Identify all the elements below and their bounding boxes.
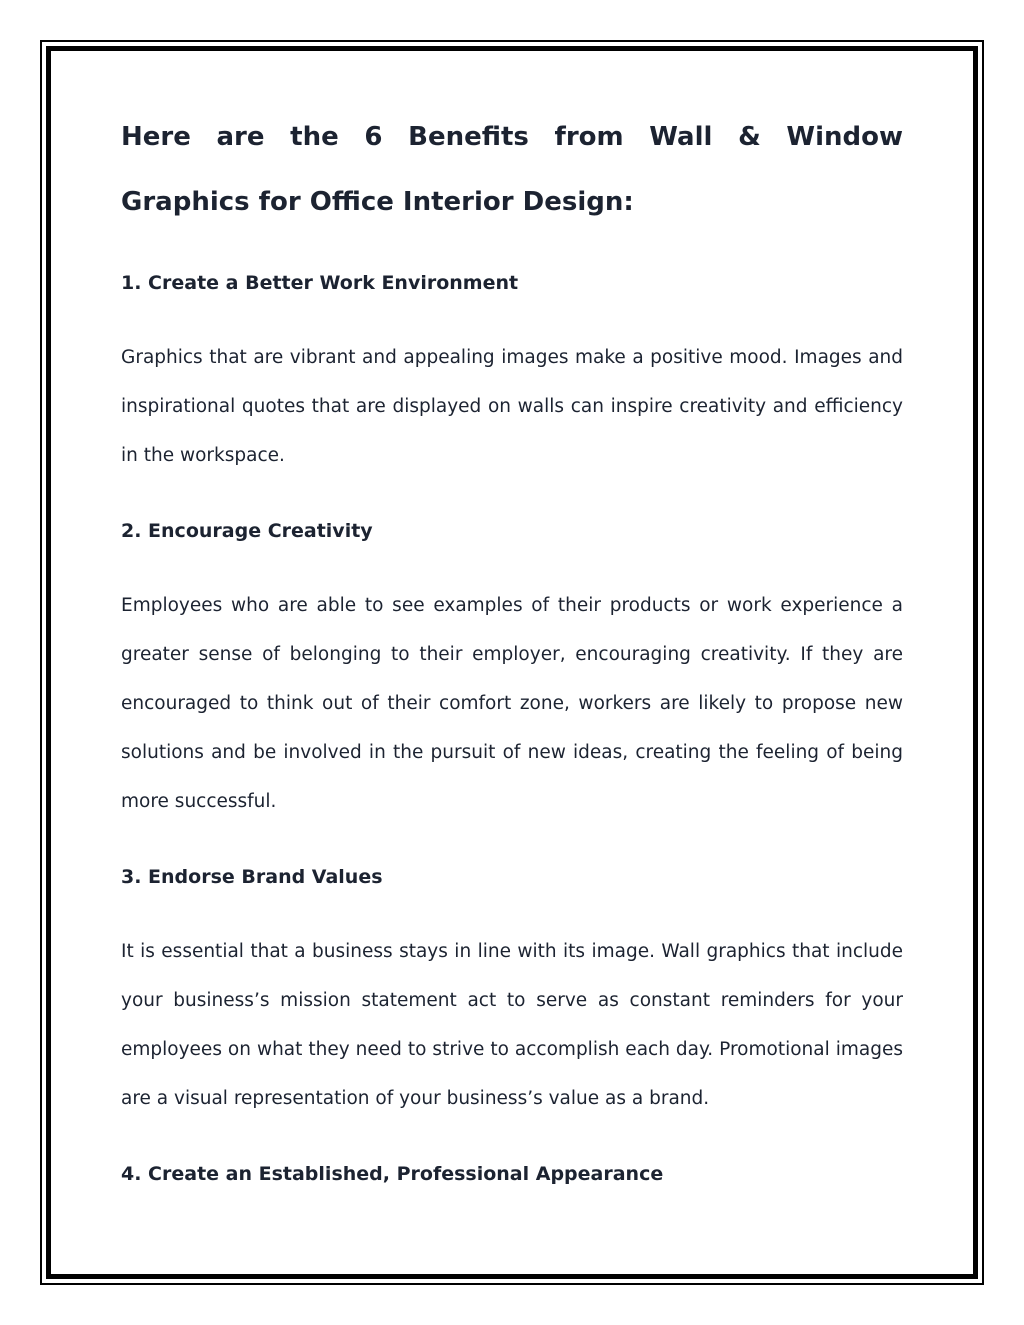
section-body-2: Employees who are able to see examples of their products or work experience a greater sense of belonging to their employer, encouraging creativity. If they are encouraged to think out of their comfort zone, workers are likely to propose new solutions and be involved in the pursuit of new ideas, creating the feeling of being more successful. bbox=[121, 595, 903, 812]
section-heading-4: 4. Create an Established, Professional Appearance bbox=[121, 1163, 664, 1185]
section-heading-2: 2. Encourage Creativity bbox=[121, 520, 373, 542]
section-body-1: Graphics that are vibrant and appealing images make a positive mood. Images and inspirational quotes that are displayed on walls can inspire creativity and efficiency in the workspace. bbox=[121, 347, 903, 466]
section-body-3: It is essential that a business stays in line with its image. Wall graphics that include your business’s mission statement act to serve as constant reminders for your employees on what they need to strive to accomplish each day. Promotional images are a visual representation of your business’s value as a brand. bbox=[121, 941, 903, 1109]
document-content bbox=[121, 105, 903, 1189]
document-title: Here are the 6 Benefits from Wall & Window Graphics for Office Interior Design: bbox=[121, 122, 903, 217]
section-heading-3: 3. Endorse Brand Values bbox=[121, 866, 383, 888]
section-heading-1: 1. Create a Better Work Environment bbox=[121, 272, 519, 294]
